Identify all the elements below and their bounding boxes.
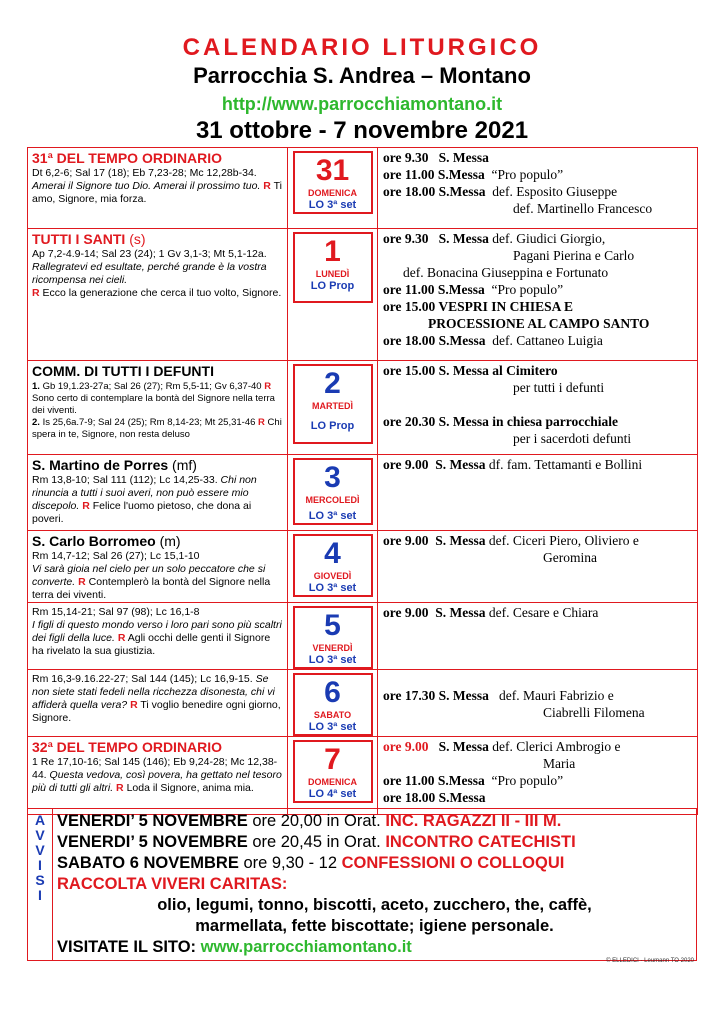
mass-intention: def. Giudici Giorgio,: [492, 231, 606, 246]
response: Ti voglio benedire ogni giorno, Signore.: [32, 699, 281, 724]
response-marker: R: [263, 180, 271, 192]
label-letter: V: [35, 827, 45, 843]
mass-intention: def. Esposito Giuseppe: [492, 184, 618, 199]
readings: Dt 6,2-6; Sal 17 (18); Eb 7,23-28; Mc 12,28b-34.: [32, 167, 257, 179]
feast-title: [32, 231, 283, 247]
day-box: [293, 534, 373, 597]
announcement: [57, 811, 692, 832]
response: Loda il Signore, anima mia.: [126, 782, 254, 794]
mass-label: S. Messa: [438, 150, 489, 165]
feast-name: S. Martino de Porres: [32, 457, 169, 473]
day-number: 31: [315, 154, 350, 187]
mass-time: ore 9.00: [383, 533, 429, 548]
antiphon: I figli di questo mondo verso i loro pari sono più scaltri dei figli della luce.: [32, 619, 282, 644]
website-link[interactable]: www.parrocchiamontano.it: [200, 938, 412, 956]
mass-intention: df. fam. Tettamanti e Bollini: [488, 457, 643, 472]
feast-title: [32, 533, 283, 549]
mass-label: S. Messa: [438, 231, 489, 246]
day-box: [293, 151, 373, 214]
label-letter: V: [35, 842, 45, 858]
mass-intention: Ciabrelli Filomena: [543, 705, 645, 720]
mass-time: ore 18.00 S.Messa: [383, 790, 486, 805]
liturgy-of-hours: LO Prop: [310, 280, 355, 292]
day-box: [293, 606, 373, 669]
response-marker: R: [82, 500, 90, 512]
response-marker: R: [78, 576, 86, 588]
mass-cell: [378, 531, 697, 566]
calendar-table: [27, 147, 698, 815]
feast-name: S. Carlo Borromeo: [32, 533, 156, 549]
day-number: 6: [324, 676, 341, 709]
mass-intention: def. Clerici Ambrogio e: [492, 739, 621, 754]
feast-title: 31ª DEL TEMPO ORDINARIO: [32, 150, 223, 166]
event: PROCESSIONE AL CAMPO SANTO: [428, 316, 650, 331]
mass-cell: [378, 229, 697, 349]
mass-time: ore 11.00 S.Messa: [383, 167, 485, 182]
feast-title: COMM. DI TUTTI I DEFUNTI: [32, 363, 214, 379]
antiphon: Rallegratevi ed esultate, perché grande è la vostra ricompensa nei cieli.: [32, 261, 267, 286]
readings: Rm 14,7-12; Sal 26 (27); Lc 15,1-10: [32, 550, 200, 562]
mass-label: S. Messa: [435, 605, 486, 620]
day-row: [28, 737, 698, 815]
mass-intention: def. Cattaneo Luigia: [492, 333, 603, 348]
liturgy-cell: [28, 670, 287, 725]
day-row: [28, 531, 698, 603]
mass-intention: def. Ciceri Piero, Oliviero e: [488, 533, 639, 548]
mass-cell: [378, 361, 697, 447]
mass-intention: def. Martinello Francesco: [513, 201, 653, 216]
mass-time: ore 9.30: [383, 150, 429, 165]
response: Contemplerò la bontà del Signore nella terra dei viventi.: [32, 576, 271, 601]
readings: Rm 15,14-21; Sal 97 (98); Lc 16,1-8: [32, 606, 200, 618]
day-row: [28, 361, 698, 455]
weekday: MERCOLEDÌ: [305, 495, 360, 505]
readings: Ap 7,2-4.9-14; Sal 23 (24); 1 Gv 3,1-3; Mt 5,1-12a.: [32, 248, 267, 260]
liturgy-cell: [28, 455, 287, 526]
feast-rank: (mf): [172, 457, 197, 473]
liturgy-cell: [28, 531, 287, 602]
day-box: [293, 364, 373, 444]
response: Felice l'uomo pietoso, che dona ai poveri.: [32, 500, 252, 525]
mass-intention: def. Mauri Fabrizio e: [499, 688, 614, 703]
feast-name: TUTTI I SANTI: [32, 231, 126, 247]
day-row: [28, 670, 698, 737]
announcement-time: ore 9,30 - 12: [243, 854, 337, 872]
weekday: GIOVEDÌ: [313, 571, 352, 581]
label-letter: I: [38, 857, 42, 873]
announcement: [57, 832, 692, 853]
mass-time: ore 18.00 S.Messa: [383, 184, 486, 199]
liturgy-cell: [28, 229, 287, 300]
day-row: [28, 455, 698, 531]
page-title: CALENDARIO LITURGICO: [182, 34, 542, 61]
caritas-items: olio, legumi, tonno, biscotti, aceto, zucchero, the, caffè,: [157, 896, 592, 914]
mass-cell: [378, 603, 697, 621]
antiphon: Se non siete stati fedeli nella ricchezza disonesta, chi vi affiderà quella vera?: [32, 673, 275, 711]
liturgy-of-hours: LO 3ª set: [308, 199, 357, 211]
mass-intention: per tutti i defunti: [513, 380, 605, 395]
parish-name: Parrocchia S. Andrea – Montano: [193, 63, 531, 88]
day-row: [28, 603, 698, 670]
response-marker: R: [130, 699, 138, 711]
day-row: [28, 229, 698, 361]
label-letter: A: [34, 812, 46, 828]
readings: Rm 13,8-10; Sal 111 (112); Lc 14,25-33.: [32, 474, 218, 486]
mass-intention: Pagani Pierina e Carlo: [513, 248, 635, 263]
antiphon: Questa vedova, così povera, ha gettato nel tesoro più di tutti gli altri.: [32, 769, 282, 794]
mass-time: ore 9.00: [383, 739, 429, 754]
day-number: 7: [324, 743, 341, 776]
announcement-time: ore 20,45 in Orat.: [252, 833, 381, 851]
weekday: MARTEDÌ: [312, 401, 353, 411]
response-marker: R: [258, 417, 265, 428]
antiphon: Chi non rinuncia a tutti i suoi averi, non può essere mio discepolo.: [32, 474, 257, 512]
readings: Gb 19,1.23-27a; Sal 26 (27); Rm 5,5-11; Gv 6,37-40: [42, 381, 262, 392]
liturgy-of-hours: LO 3ª set: [308, 510, 357, 522]
mass-intention: per i sacerdoti defunti: [513, 431, 632, 446]
mass-cell: [378, 455, 697, 473]
announcement-date: VENERDI’ 5 NOVEMBRE: [57, 812, 248, 830]
announcement-time: ore 20,00 in Orat.: [252, 812, 381, 830]
response-marker: R: [116, 782, 124, 794]
feast-title: [32, 457, 283, 473]
website-line: [57, 937, 692, 958]
mass-time: ore 9.00: [383, 457, 429, 472]
mass-label: S. Messa: [435, 457, 486, 472]
mass-intention: Maria: [543, 756, 576, 771]
liturgy-of-hours: LO 3ª set: [308, 654, 357, 666]
mass-time: ore 9.30: [383, 231, 429, 246]
mass-time: ore 11.00 S.Messa: [383, 282, 485, 297]
announcement-event: CONFESSIONI O COLLOQUI: [341, 854, 565, 872]
day-box: [293, 458, 373, 525]
announcements-text: [53, 809, 697, 961]
antiphon: Vi sarà gioia nel cielo per un solo peccatore che si converte.: [32, 563, 266, 588]
mass-intention: def. Bonacina Giuseppina e Fortunato: [403, 265, 609, 280]
announcements-label: [28, 809, 53, 961]
mass-time: ore 11.00 S.Messa: [383, 773, 485, 788]
mass-label: S. Messa: [435, 533, 486, 548]
label-letter: S: [35, 872, 45, 888]
antiphon: Amerai il Signore tuo Dio. Amerai il prossimo tuo.: [32, 180, 261, 192]
mass-time: ore 17.30 S. Messa: [383, 688, 489, 703]
mass-cell: [378, 737, 697, 806]
date-range: 31 ottobre - 7 novembre 2021: [195, 117, 529, 144]
parish-url[interactable]: http://www.parrocchiamontano.it: [221, 94, 503, 114]
event: ore 15.00 VESPRI IN CHIESA E: [383, 299, 574, 314]
event: ore 15.00 S. Messa al Cimitero: [383, 363, 558, 378]
liturgy-of-hours: LO 3ª set: [308, 721, 357, 733]
announcement-date: VENERDI’ 5 NOVEMBRE: [57, 833, 248, 851]
reading-number: 1.: [32, 381, 40, 392]
readings: Is 25,6a.7-9; Sal 24 (25); Rm 8,14-23; Mt 25,31-46: [42, 417, 256, 428]
response: Agli occhi delle genti il Signore ha rivelato la sua giustizia.: [32, 632, 271, 657]
readings: Rm 16,3-9.16.22-27; Sal 144 (145); Lc 16,9-15.: [32, 673, 253, 685]
mass-intention: def. Cesare e Chiara: [488, 605, 599, 620]
liturgy-of-hours: LO 4ª set: [308, 788, 357, 800]
liturgy-cell: [28, 148, 287, 206]
day-number: 2: [324, 367, 341, 400]
liturgy-cell: [28, 361, 287, 441]
day-box: [293, 740, 373, 803]
label-letter: I: [38, 887, 42, 903]
announcements-box: [27, 808, 697, 961]
mass-intention: “Pro populo”: [491, 167, 564, 182]
liturgy-of-hours: LO Prop: [310, 420, 355, 432]
announcement: [57, 853, 692, 874]
response: Sono certo di contemplare la bontà del Signore nella terra dei viventi.: [32, 393, 275, 416]
feast-title: 32ª DEL TEMPO ORDINARIO: [32, 739, 223, 755]
mass-time: ore 9.00: [383, 605, 429, 620]
response-marker: R: [32, 287, 40, 299]
feast-rank: (m): [159, 533, 181, 549]
announcement-event: INCONTRO CATECHISTI: [385, 833, 576, 851]
feast-rank: (s): [129, 231, 146, 247]
day-row: [28, 148, 698, 229]
response: Ecco la generazione che cerca il tuo volto, Signore.: [42, 287, 282, 299]
day-number: 3: [324, 461, 341, 494]
response-marker: R: [117, 632, 126, 644]
liturgy-of-hours: LO 3ª set: [308, 582, 357, 594]
liturgy-cell: [28, 603, 287, 658]
weekday: DOMENICA: [308, 188, 357, 198]
weekday: DOMENICA: [308, 777, 357, 787]
mass-intention: “Pro populo”: [491, 282, 564, 297]
mass-cell: [378, 670, 697, 721]
reading-number: 2.: [32, 417, 40, 428]
day-number: 5: [324, 609, 341, 642]
readings: 1 Re 17,10-16; Sal 145 (146); Eb 9,24-28; Mc 12,38-44.: [32, 756, 278, 781]
event: ore 20.30 S. Messa in chiesa parrocchiale: [383, 414, 618, 429]
liturgy-cell: [28, 737, 287, 795]
weekday: VENERDÌ: [312, 643, 353, 653]
caritas-items: marmellata, fette biscottate; igiene personale.: [195, 917, 554, 935]
mass-intention: Geromina: [543, 550, 597, 565]
announcement-event: INC. RAGAZZI II - III M.: [385, 812, 562, 830]
day-number: 4: [324, 537, 341, 570]
copyright-credit: © ELLEDICI - Leumann TO 2020: [606, 958, 694, 964]
caritas-heading: RACCOLTA VIVERI CARITAS:: [57, 875, 288, 893]
response: Ti amo, Signore, mia forza.: [32, 180, 282, 205]
day-box: [293, 673, 373, 736]
weekday: SABATO: [313, 710, 352, 720]
announcement-date: SABATO 6 NOVEMBRE: [57, 854, 239, 872]
weekday: LUNEDÌ: [315, 269, 350, 279]
website-label: VISITATE IL SITO:: [57, 938, 197, 956]
response: Chi spera in te, Signore, non resta deluso: [32, 417, 282, 440]
day-box: [293, 232, 373, 303]
day-number: 1: [324, 235, 341, 268]
mass-time: ore 18.00 S.Messa: [383, 333, 486, 348]
response-marker: R: [264, 381, 272, 392]
mass-cell: [378, 148, 697, 217]
mass-label: S. Messa: [438, 739, 489, 754]
mass-intention: “Pro populo”: [491, 773, 564, 788]
